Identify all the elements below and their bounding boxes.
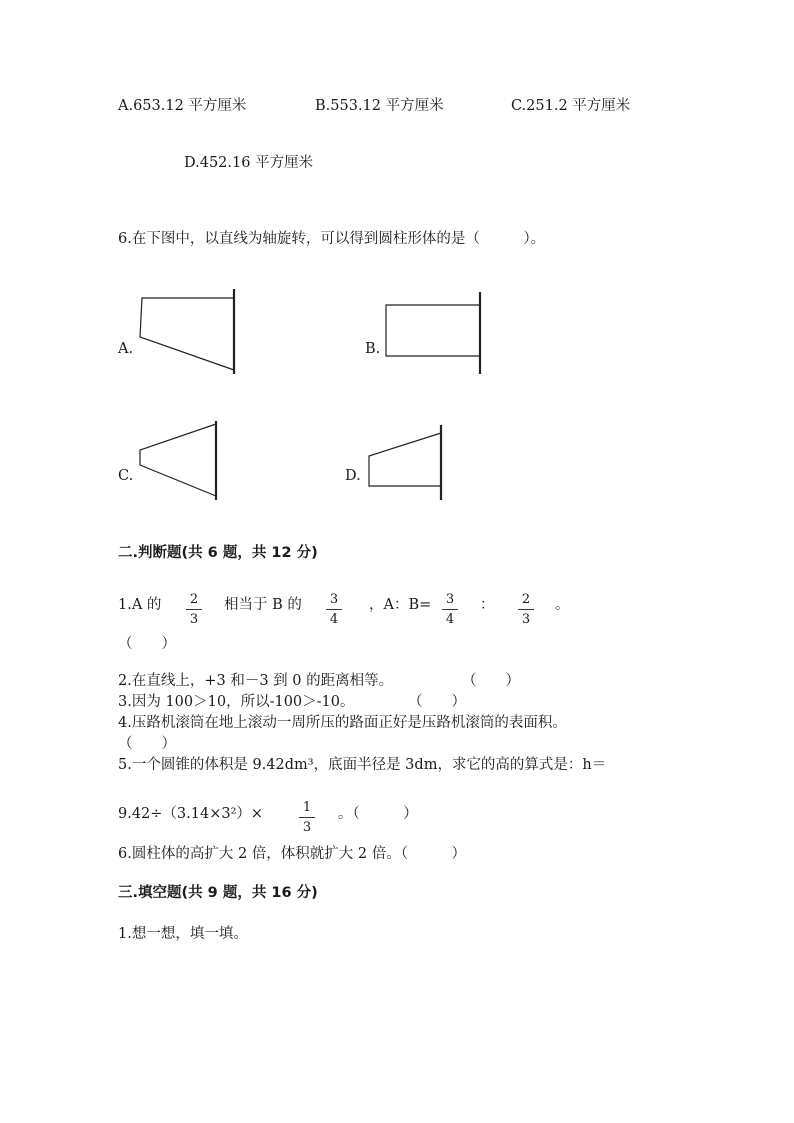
q6-label-d: D. bbox=[345, 468, 361, 484]
fraction-numerator: 3 bbox=[445, 592, 455, 607]
s2-q2-answer-paren: （ ） bbox=[462, 673, 520, 689]
s2-q3-text: 3.因为 100＞10，所以-100＞-10。 bbox=[118, 694, 355, 710]
fraction-bar bbox=[186, 609, 202, 610]
figure-c bbox=[140, 421, 216, 500]
s2-q1-part2: 相当于 B 的 bbox=[224, 597, 302, 613]
s2-q1-part1: 1.A 的 bbox=[118, 597, 162, 613]
s2-q5-line2: 9.42÷（3.14×3²）× bbox=[118, 806, 264, 822]
s2-q1-fraction-1 bbox=[184, 593, 204, 626]
fraction-numerator: 2 bbox=[521, 592, 531, 607]
fraction-denominator: 3 bbox=[521, 612, 531, 627]
fraction-denominator: 3 bbox=[302, 820, 312, 835]
q6-label-b: B. bbox=[365, 341, 381, 357]
fraction-numerator: 2 bbox=[189, 592, 199, 607]
s2-q6-text: 6.圆柱体的高扩大 2 倍，体积就扩大 2 倍。（ ） bbox=[118, 846, 466, 862]
fraction-bar bbox=[442, 609, 458, 610]
fraction-denominator: 4 bbox=[445, 612, 455, 627]
q6-label-c: C. bbox=[118, 468, 134, 484]
figure-b bbox=[386, 292, 480, 374]
s2-q1-fraction-2 bbox=[324, 593, 344, 626]
q6-stem: 6.在下图中，以直线为轴旋转，可以得到圆柱形体的是（ ）。 bbox=[118, 231, 546, 247]
figure-d bbox=[369, 425, 441, 500]
s2-q5-line1: 5.一个圆锥的体积是 9.42dm³，底面半径是 3dm，求它的高的算式是：h＝ bbox=[118, 757, 607, 773]
s2-q5-fraction bbox=[297, 801, 317, 834]
s2-q2-text: 2.在直线上，+3 和－3 到 0 的距离相等。 bbox=[118, 673, 394, 689]
s2-q4-text: 4.压路机滚筒在地上滚动一周所压的路面正好是压路机滚筒的表面积。 bbox=[118, 715, 567, 731]
fraction-denominator: 4 bbox=[329, 612, 339, 627]
fraction-denominator: 3 bbox=[189, 612, 199, 627]
q5-option-b: B.553.12 平方厘米 bbox=[315, 98, 444, 114]
s2-q3-answer-paren: （ ） bbox=[408, 694, 466, 710]
fraction-bar bbox=[518, 609, 534, 610]
s3-q1-text: 1.想一想，填一填。 bbox=[118, 926, 248, 942]
s2-q1-answer-paren: （ ） bbox=[118, 636, 176, 652]
fraction-bar bbox=[299, 817, 315, 818]
s2-q1-end: 。 bbox=[555, 597, 570, 613]
figure-a bbox=[140, 289, 234, 374]
s2-q1-colon: ： bbox=[480, 597, 495, 613]
s2-q5-end: 。（ ） bbox=[338, 806, 418, 822]
fraction-numerator: 1 bbox=[302, 800, 312, 815]
fraction-numerator: 3 bbox=[329, 592, 339, 607]
s2-q1-fraction-4 bbox=[516, 593, 536, 626]
s2-q1-fraction-3 bbox=[440, 593, 460, 626]
s2-q1-part3: ，A：B= bbox=[369, 597, 432, 613]
q5-option-a: A.653.12 平方厘米 bbox=[118, 98, 247, 114]
q5-option-c: C.251.2 平方厘米 bbox=[511, 98, 631, 114]
q5-option-d: D.452.16 平方厘米 bbox=[184, 155, 314, 171]
section2-title: 二.判断题(共 6 题，共 12 分) bbox=[118, 545, 318, 561]
s2-q4-answer-paren: （ ） bbox=[118, 736, 176, 752]
section3-title: 三.填空题(共 9 题，共 16 分) bbox=[118, 885, 318, 901]
fraction-bar bbox=[326, 609, 342, 610]
q6-label-a: A. bbox=[118, 341, 134, 357]
